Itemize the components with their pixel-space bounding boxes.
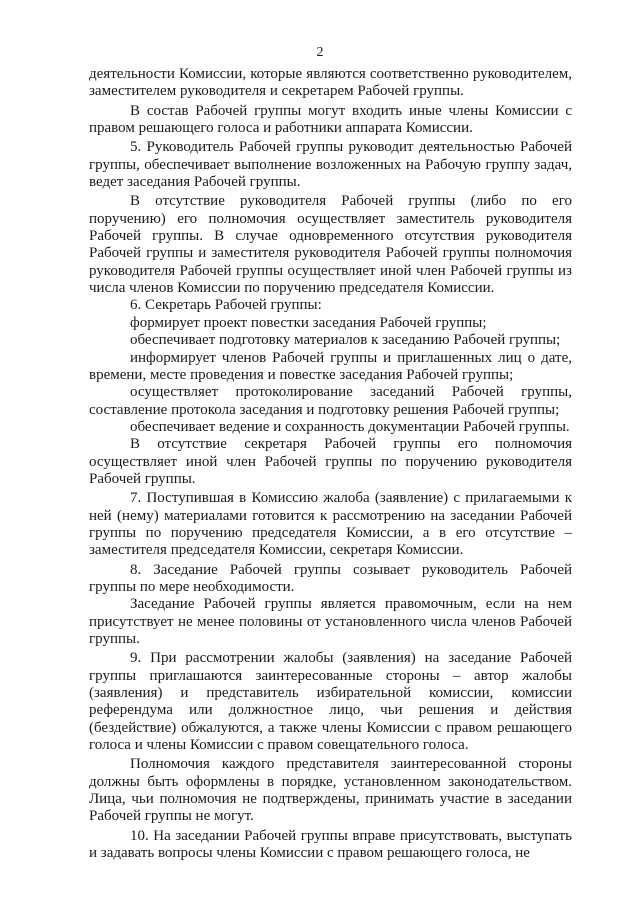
paragraph-continuation: деятельности Комиссии, которые являются соответственно руководителем, заместителем руководителя и секретарем Рабочей группы. <box>89 66 572 100</box>
paragraph-duty-materials: обеспечивает подготовку материалов к заседанию Рабочей группы; <box>130 332 561 349</box>
paragraph-item-8: 8. Заседание Рабочей группы созывает руководитель Рабочей группы по мере необходимости. <box>89 561 572 595</box>
paragraph-duty-inform: информирует членов Рабочей группы и приглашенных лиц о дате, времени, месте проведения и повестке заседания Рабочей группы; <box>89 349 572 383</box>
paragraph-item-7: 7. Поступившая в Комиссию жалоба (заявление) с прилагаемыми к ней (нему) материалами готовится к рассмотрению на заседании Рабочей группы по поручению председателя Комиссии, а в его отсутствие – заместителя председателя Комиссии, секретаря Комиссии. <box>89 490 572 559</box>
document-body <box>89 66 572 862</box>
paragraph-authority: Полномочия каждого представителя заинтересованной стороны должны быть оформлены в порядке, установленном законодательством. Лица, чьи полномочия не подтверждены, принимать участие в заседании Рабочей группы не могут. <box>89 756 572 825</box>
paragraph-item-10: 10. На заседании Рабочей группы вправе присутствовать, выступать и задавать вопросы члены Комиссии с правом решающего голоса, не <box>89 827 572 862</box>
paragraph-duty-agenda: формирует проект повестки заседания Рабочей группы; <box>130 314 487 331</box>
paragraph-secretary-absence: В отсутствие секретаря Рабочей группы его полномочия осуществляет иной член Рабочей группы по поручению руководителя Рабочей группы. <box>89 436 572 487</box>
paragraph-head-absence: В отсутствие руководителя Рабочей группы (либо по его поручению) его полномочия осуществляет заместитель руководителя Рабочей группы. В случае одновременного отсутствия руководителя Рабочей группы и заместителя руководителя Рабочей группы полномочия руководителя Рабочей группы осуществляет иной член Рабочей группы из числа членов Комиссии по поручению председателя Комиссии. <box>89 193 572 297</box>
page-number: 2 <box>316 45 324 60</box>
paragraph-item-5: 5. Руководитель Рабочей группы руководит деятельностью Рабочей группы, обеспечивает выполнение возложенных на Рабочую группу задач, ведет заседания Рабочей группы. <box>89 139 572 191</box>
paragraph-quorum: Заседание Рабочей группы является правомочным, если на нем присутствует не менее половины от установленного числа членов Рабочей группы. <box>89 596 572 647</box>
paragraph-item-6: 6. Секретарь Рабочей группы: <box>130 297 322 314</box>
paragraph-item-9: 9. При рассмотрении жалобы (заявления) на заседание Рабочей группы приглашаются заинтересованные стороны – автор жалобы (заявления) и представитель избирательной комиссии, комиссии референдума или должностное лицо, чьи решения и действия (бездействие) обжалуются, а также члены Комиссии с правом решающего голоса и члены Комиссии с правом совещательного голоса. <box>89 650 572 754</box>
paragraph-duty-protocol: осуществляет протоколирование заседаний Рабочей группы, составление протокола заседания и подготовку решения Рабочей группы; <box>89 384 572 418</box>
paragraph-duty-records: обеспечивает ведение и сохранность документации Рабочей группы. <box>130 418 570 435</box>
paragraph-composition: В состав Рабочей группы могут входить иные члены Комиссии с правом решающего голоса и работники аппарата Комиссии. <box>89 102 572 137</box>
